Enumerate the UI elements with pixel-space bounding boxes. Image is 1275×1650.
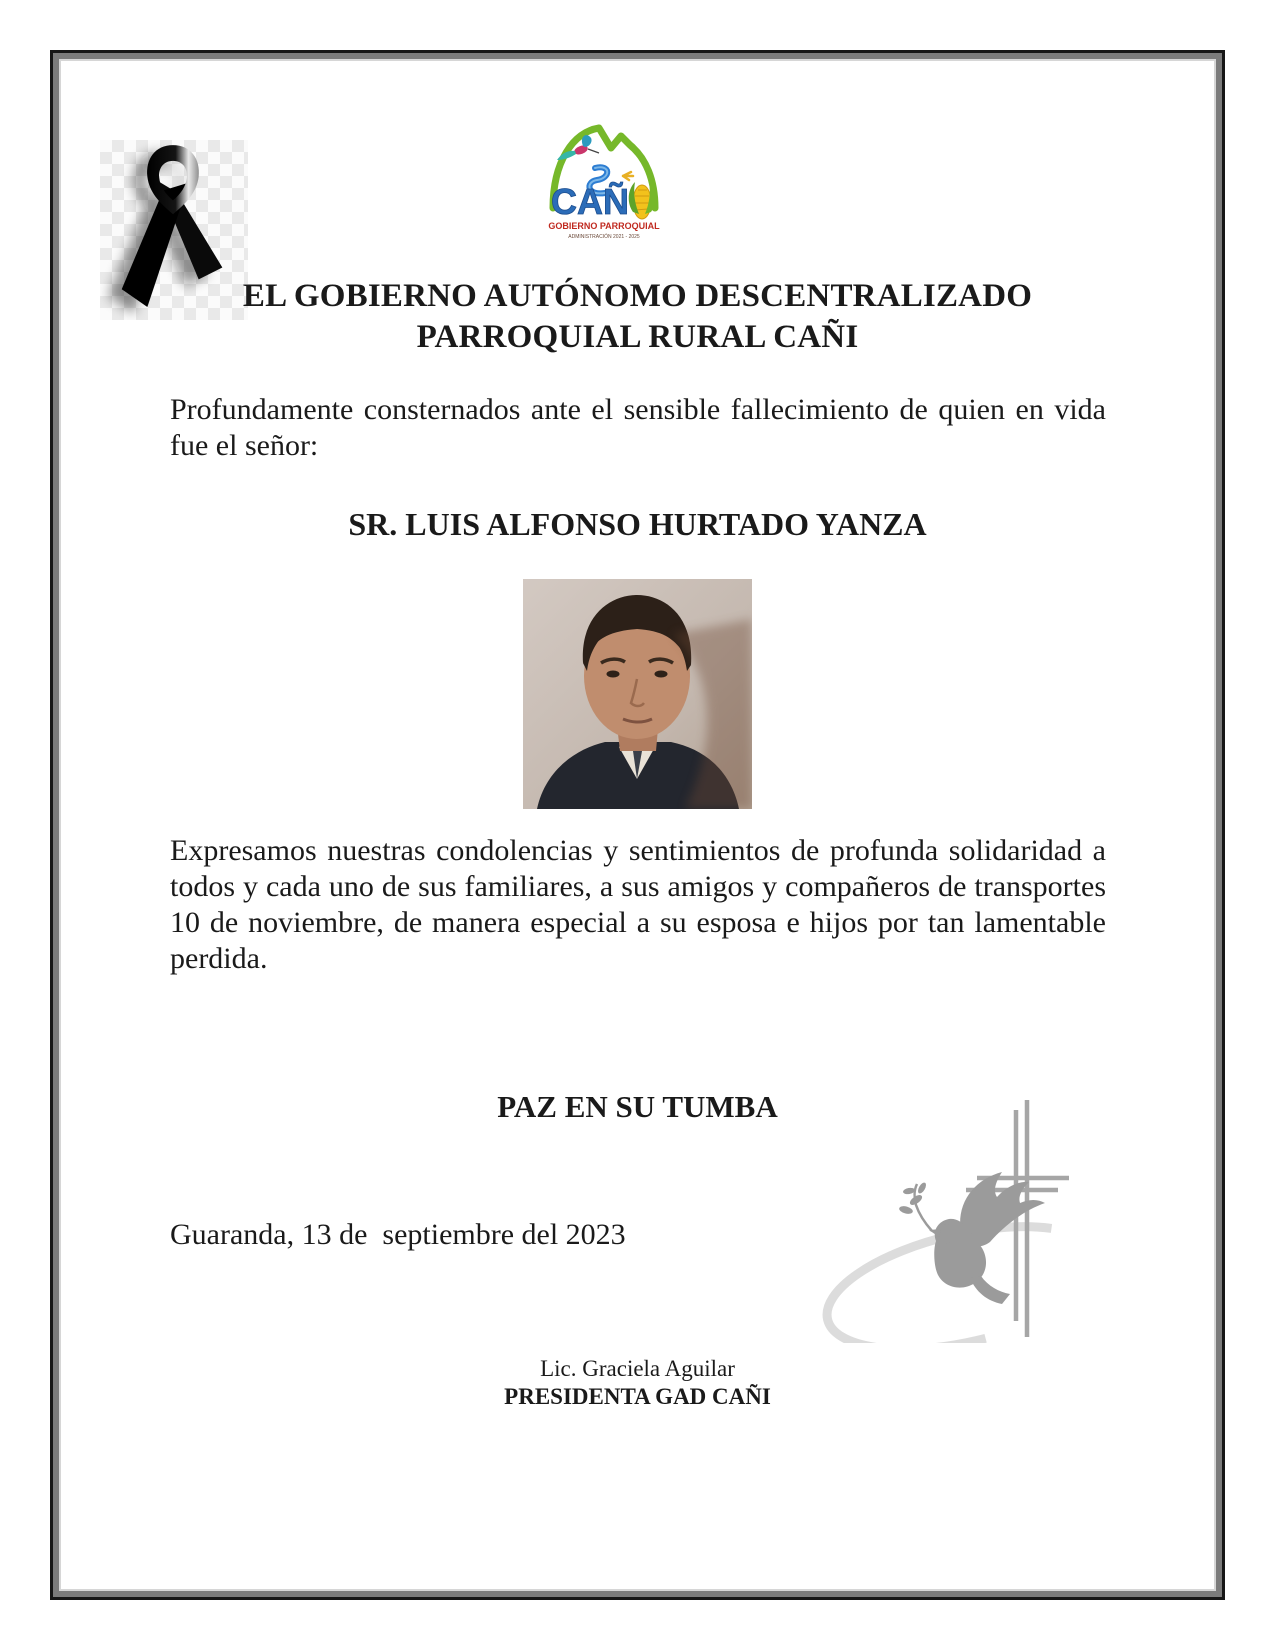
intro-paragraph: Profundamente consternados ante el sensible fallecimiento de quien en vida fue el señor:	[170, 393, 1106, 462]
tribute-line: PAZ EN SU TUMBA	[497, 1089, 778, 1124]
dove-cross-icon	[812, 1038, 1117, 1343]
logo-administration: ADMINISTRACIÓN 2021 - 2025	[568, 234, 640, 240]
signature-block	[85, 1355, 1190, 1411]
logo-subtitle: GOBIERNO PARROQUIAL	[548, 221, 660, 231]
org-title-line1: EL GOBIERNO AUTÓNOMO DESCENTRALIZADO	[242, 278, 1033, 314]
logo-acronym: CAÑ	[551, 181, 629, 222]
cani-logo	[543, 116, 665, 246]
signature-title: PRESIDENTA GAD CAÑI	[504, 1384, 771, 1409]
condolence-paragraph: Expresamos nuestras condolencias y sentimientos de profunda solidaridad a todos y cada uno de sus familiares, a sus amigos y compañeros de transportes 10 de noviembre, de manera especial a su esposa e hijos por tan lamentable perdida.	[170, 834, 1106, 975]
dateline: Guaranda, 13 de septiembre del 2023	[170, 1218, 626, 1251]
org-title	[85, 276, 1190, 358]
dove-cross-graphic	[812, 1038, 1117, 1343]
portrait-image	[523, 579, 752, 809]
org-title-line2: PARROQUIAL RURAL CAÑI	[416, 319, 859, 355]
deceased-name: SR. LUIS ALFONSO HURTADO YANZA	[348, 506, 927, 542]
cani-logo-icon	[543, 116, 665, 246]
deceased-photo	[523, 579, 752, 809]
signature-name: Lic. Graciela Aguilar	[540, 1356, 735, 1381]
